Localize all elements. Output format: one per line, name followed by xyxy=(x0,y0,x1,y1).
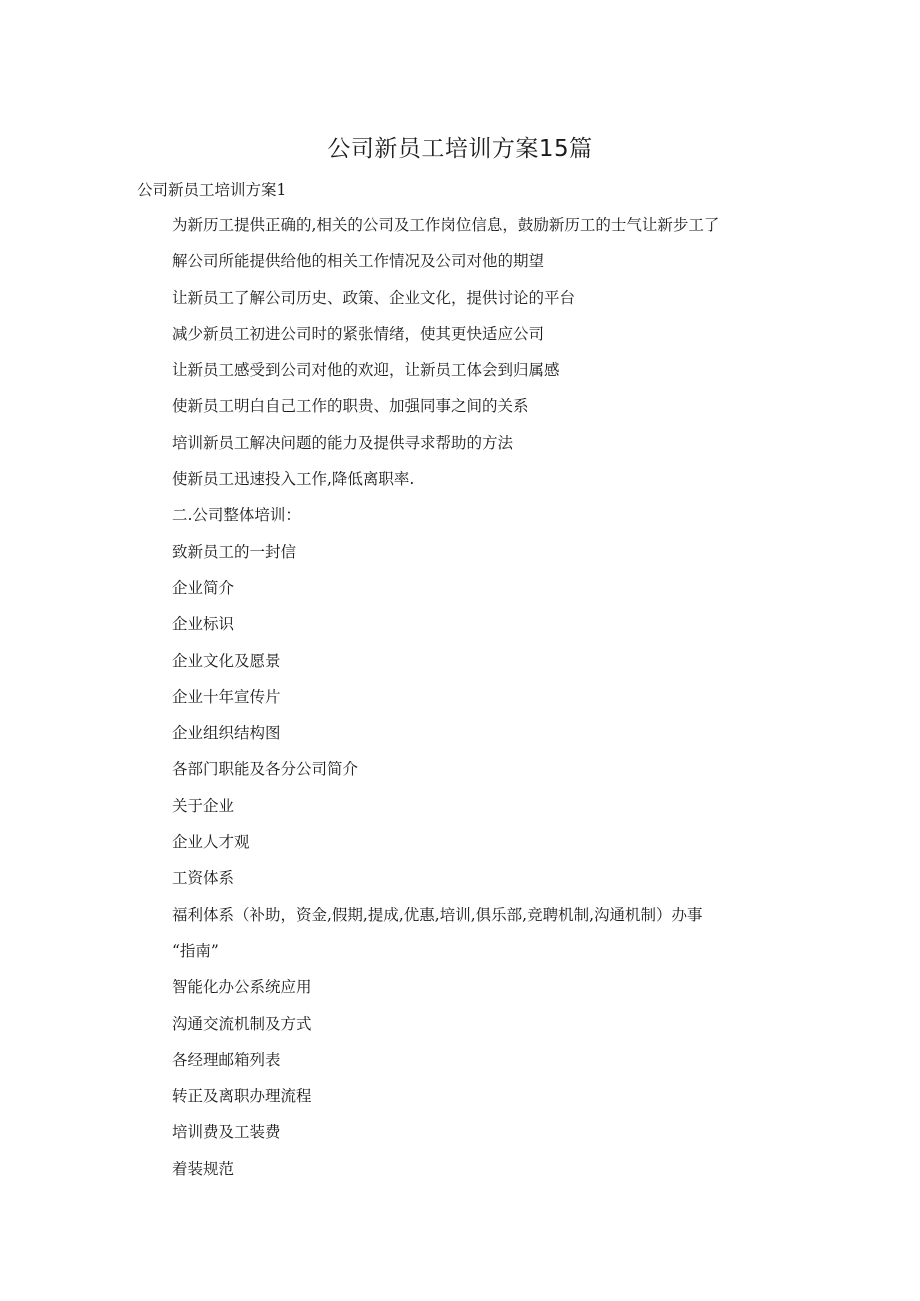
text-line: 让新员工了解公司历史、政策、企业文化，提供讨论的平台 xyxy=(172,288,576,307)
text-line: 为新历工提供正确的,相关的公司及工作岗位信息，鼓励新历工的士气让新步工了 xyxy=(172,216,720,234)
text-line: 使新员工迅速投入工作,降低离职率. xyxy=(172,470,415,489)
list-item: 企业十年宣传片 xyxy=(172,687,281,706)
text-line: 减少新员工初进公司时的紧张情绪，使其更快适应公司 xyxy=(172,324,545,343)
list-item: 工资体系 xyxy=(172,869,235,888)
body-text xyxy=(172,213,792,1193)
text-line: 使新员工明白自己工作的职贵、加强同事之间的关系 xyxy=(172,397,529,416)
list-item: 企业文化及愿景 xyxy=(172,651,281,670)
list-item: 致新员工的一封信 xyxy=(172,542,297,561)
list-item: 各经理邮箱列表 xyxy=(172,1050,281,1069)
list-item: 智能化办公系统应用 xyxy=(172,978,312,997)
list-item: 企业人才观 xyxy=(172,833,250,852)
list-item: 福利体系（补助，资金,假期,提成,优惠,培训,俱乐部,竞聘机制,沟通机制）办事 xyxy=(172,905,703,924)
list-item: 企业简介 xyxy=(172,578,235,597)
list-item: 着装规范 xyxy=(172,1159,235,1178)
list-item: 培训费及工装费 xyxy=(172,1123,281,1142)
text-line: 培训新员工解决问题的能力及提供寻求帮助的方法 xyxy=(172,433,514,452)
section-heading: 公司新员工培训方案1 xyxy=(137,181,287,199)
text-line: 解公司所能提供给他的相关工作情况及公司对他的期望 xyxy=(172,252,545,271)
list-item: 关于企业 xyxy=(172,796,235,815)
list-item: 转正及离职办理流程 xyxy=(172,1087,312,1106)
list-item: 企业组织结构图 xyxy=(172,724,281,743)
list-item: 沟通交流机制及方式 xyxy=(172,1014,312,1033)
list-item: 各部门职能及各分公司简介 xyxy=(172,760,359,779)
text-line: 让新员工感受到公司对他的欢迎，让新员工体会到归属感 xyxy=(172,361,560,380)
list-item: “指南” xyxy=(172,941,219,960)
page-title: 公司新员工培训方案15篇 xyxy=(327,136,593,162)
list-item: 企业标识 xyxy=(172,615,235,634)
subsection-heading: 二.公司整体培训： xyxy=(172,506,301,525)
